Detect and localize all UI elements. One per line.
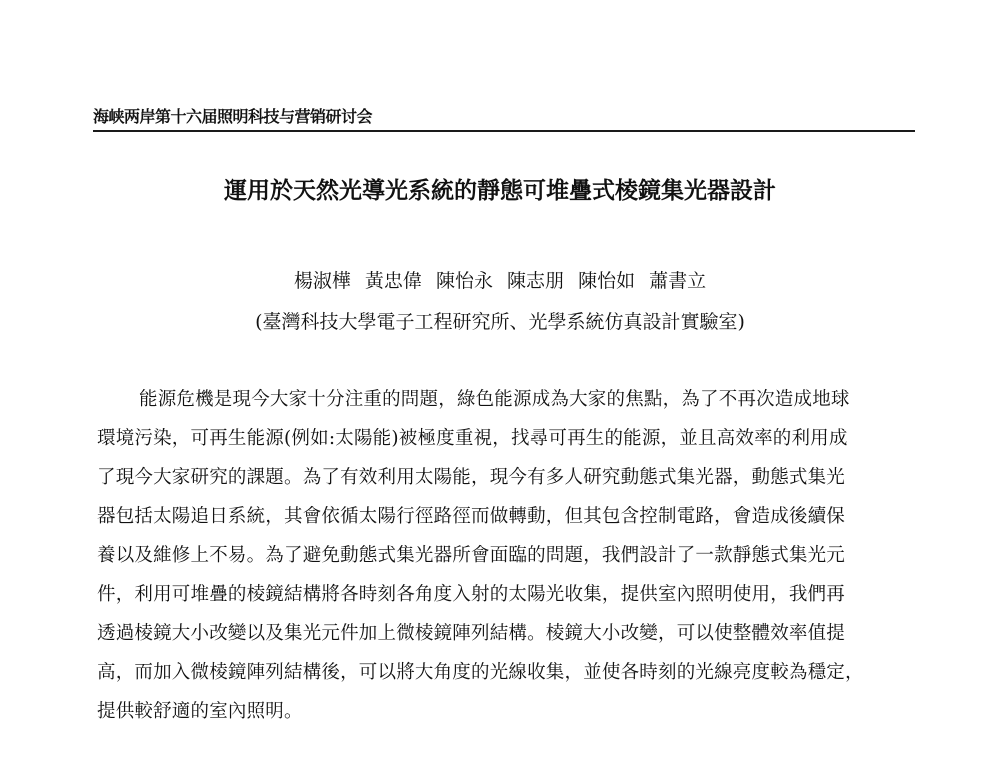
author: 黃忠偉 — [364, 270, 422, 292]
paper-title: 運用於天然光導光系統的靜態可堆疊式棱鏡集光器設計 — [224, 178, 776, 204]
abstract-line: 高，而加入微棱鏡陣列結構後，可以將大角度的光線收集，並使各時刻的光線亮度較為穩定， — [97, 662, 864, 683]
abstract-line: 環境污染，可再生能源(例如:太陽能)被極度重視，找尋可再生的能源，並且高效率的利用成 — [97, 428, 848, 449]
abstract-line: 了現今大家研究的課題。為了有效利用太陽能，現今有多人研究動態式集光器，動態式集光 — [97, 467, 846, 488]
abstract-line: 能源危機是現今大家十分注重的問題，綠色能源成為大家的焦點，為了不再次造成地球 — [139, 389, 850, 410]
abstract-line: 透過棱鏡大小改變以及集光元件加上微棱鏡陣列結構。棱鏡大小改變，可以使整體效率值提 — [97, 623, 846, 644]
header-rule — [93, 130, 915, 132]
author: 陳志朋 — [507, 270, 565, 292]
abstract-line: 養以及維修上不易。為了避免動態式集光器所會面臨的問題，我們設計了一款靜態式集光元 — [97, 545, 846, 566]
abstract-line: 提供較舒適的室內照明。 — [97, 701, 303, 722]
affiliation: (臺灣科技大學電子工程研究所、光學系統仿真設計實驗室) — [255, 311, 745, 333]
author: 蕭書立 — [649, 270, 707, 292]
author: 陳怡如 — [578, 270, 636, 292]
abstract-line: 器包括太陽追日系統，其會依循太陽行徑路徑而做轉動，但其包含控制電路，會造成後續保 — [97, 506, 846, 527]
author: 陳怡永 — [435, 270, 493, 292]
abstract-body — [97, 380, 917, 731]
abstract-line: 件，利用可堆疊的棱鏡結構將各時刻各角度入射的太陽光收集，提供室內照明使用，我們再 — [97, 584, 846, 605]
author-list — [0, 266, 1000, 293]
author: 楊淑樺 — [293, 270, 351, 292]
conference-header: 海峡两岸第十六届照明科技与营销研讨会 — [93, 107, 373, 126]
